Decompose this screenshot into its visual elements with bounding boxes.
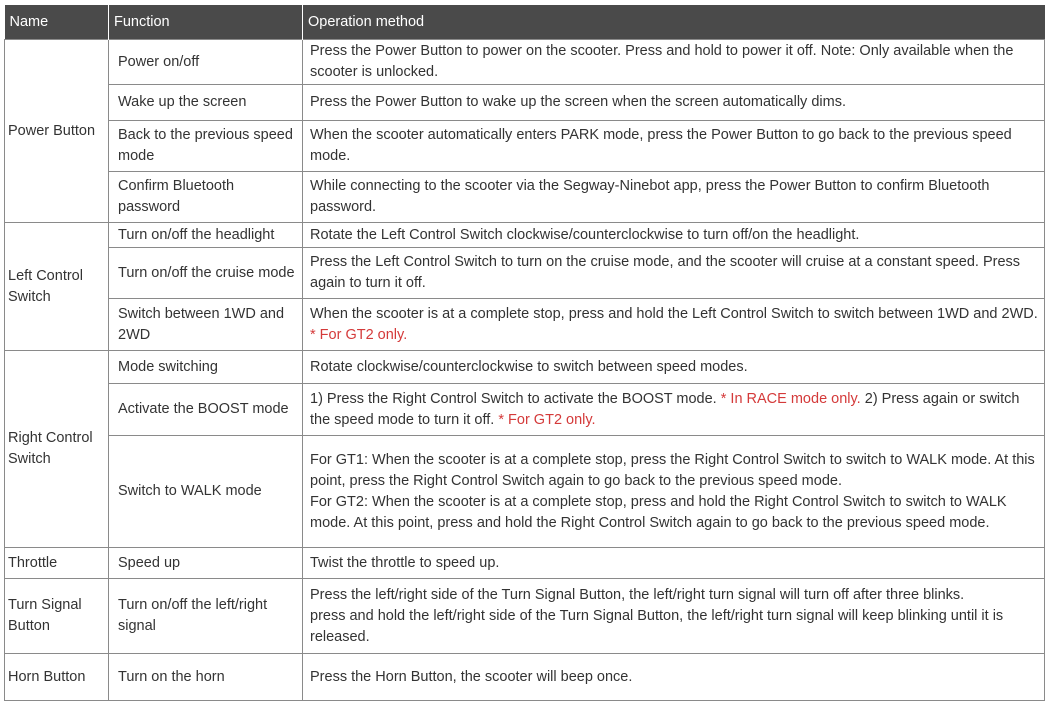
operations-table (4, 5, 1045, 701)
group-name-horn-button: Horn Button (5, 654, 109, 701)
gt2-instruction: For GT2: When the scooter is at a complete stop, press and hold the Right Control Switch to switch to WALK mode. At this point, press and hold the Right Control Switch again to go back to the previous speed mode. (310, 493, 1007, 531)
operation-cell: Press the Horn Button, the scooter will beep once. (303, 654, 1045, 701)
function-cell: Turn on/off the headlight (109, 223, 303, 248)
table-row (5, 299, 1045, 351)
operation-text: 2) Press again or switch the speed mode to turn it off. (310, 390, 1020, 428)
group-name-right-control-switch: Right Control Switch (5, 351, 109, 548)
table-row (5, 85, 1045, 121)
header-function: Function (109, 5, 303, 40)
hold-instruction: press and hold the left/right side of the Turn Signal Button, the left/right turn signal will keep blinking until it is released. (310, 607, 1004, 645)
table-row (5, 548, 1045, 579)
operation-cell (303, 299, 1045, 351)
operation-cell: Rotate clockwise/counterclockwise to switch between speed modes. (303, 351, 1045, 384)
operation-cell: When the scooter automatically enters PARK mode, press the Power Button to go back to the previous speed mode. (303, 121, 1045, 172)
table-row (5, 384, 1045, 436)
operation-cell: Press the Power Button to wake up the screen when the screen automatically dims. (303, 85, 1045, 121)
operation-cell (303, 436, 1045, 548)
table-row (5, 579, 1045, 654)
header-operation: Operation method (303, 5, 1045, 40)
operation-cell: Press the Left Control Switch to turn on the cruise mode, and the scooter will cruise at a constant speed. Press again to turn it off. (303, 248, 1045, 299)
function-cell: Switch between 1WD and 2WD (109, 299, 303, 351)
operation-text: 1) Press the Right Control Switch to activate the BOOST mode. (310, 390, 717, 407)
table-row (5, 248, 1045, 299)
group-name-throttle: Throttle (5, 548, 109, 579)
function-cell: Power on/off (109, 40, 303, 85)
group-name-power-button: Power Button (5, 40, 109, 223)
table-row (5, 172, 1045, 223)
function-cell: Switch to WALK mode (109, 436, 303, 548)
function-cell: Turn on/off the cruise mode (109, 248, 303, 299)
operation-cell: While connecting to the scooter via the Segway-Ninebot app, press the Power Button to confirm Bluetooth password. (303, 172, 1045, 223)
table-row (5, 654, 1045, 701)
function-cell: Speed up (109, 548, 303, 579)
gt1-instruction: For GT1: When the scooter is at a complete stop, press the Right Control Switch to switch to WALK mode. At this point, press the Right Control Switch again to go back to the previous speed mode. (310, 451, 1035, 489)
function-cell: Back to the previous speed mode (109, 121, 303, 172)
gt2-only-note: * For GT2 only. (498, 411, 596, 428)
group-name-left-control-switch: Left Control Switch (5, 223, 109, 351)
operation-cell (303, 384, 1045, 436)
function-cell: Wake up the screen (109, 85, 303, 121)
function-cell: Confirm Bluetooth password (109, 172, 303, 223)
table-row (5, 121, 1045, 172)
press-instruction: Press the left/right side of the Turn Signal Button, the left/right turn signal will turn off after three blinks. (310, 586, 965, 603)
gt2-only-note: * For GT2 only. (310, 326, 408, 343)
race-mode-note: * In RACE mode only. (720, 390, 861, 407)
function-cell: Turn on/off the left/right signal (109, 579, 303, 654)
header-name: Name (5, 5, 109, 40)
function-cell: Activate the BOOST mode (109, 384, 303, 436)
operation-cell: Rotate the Left Control Switch clockwise/counterclockwise to turn off/on the headlight. (303, 223, 1045, 248)
table-row (5, 436, 1045, 548)
function-cell: Turn on the horn (109, 654, 303, 701)
operation-cell (303, 579, 1045, 654)
table-row (5, 223, 1045, 248)
operation-text: When the scooter is at a complete stop, press and hold the Left Control Switch to switch between 1WD and 2WD. (310, 305, 1038, 322)
header-row (5, 5, 1045, 40)
table-row (5, 351, 1045, 384)
group-name-turn-signal-button: Turn Signal Button (5, 579, 109, 654)
table-row (5, 40, 1045, 85)
operation-cell: Press the Power Button to power on the scooter. Press and hold to power it off. Note: Only available when the scooter is unlocked. (303, 40, 1045, 85)
operation-cell: Twist the throttle to speed up. (303, 548, 1045, 579)
function-cell: Mode switching (109, 351, 303, 384)
